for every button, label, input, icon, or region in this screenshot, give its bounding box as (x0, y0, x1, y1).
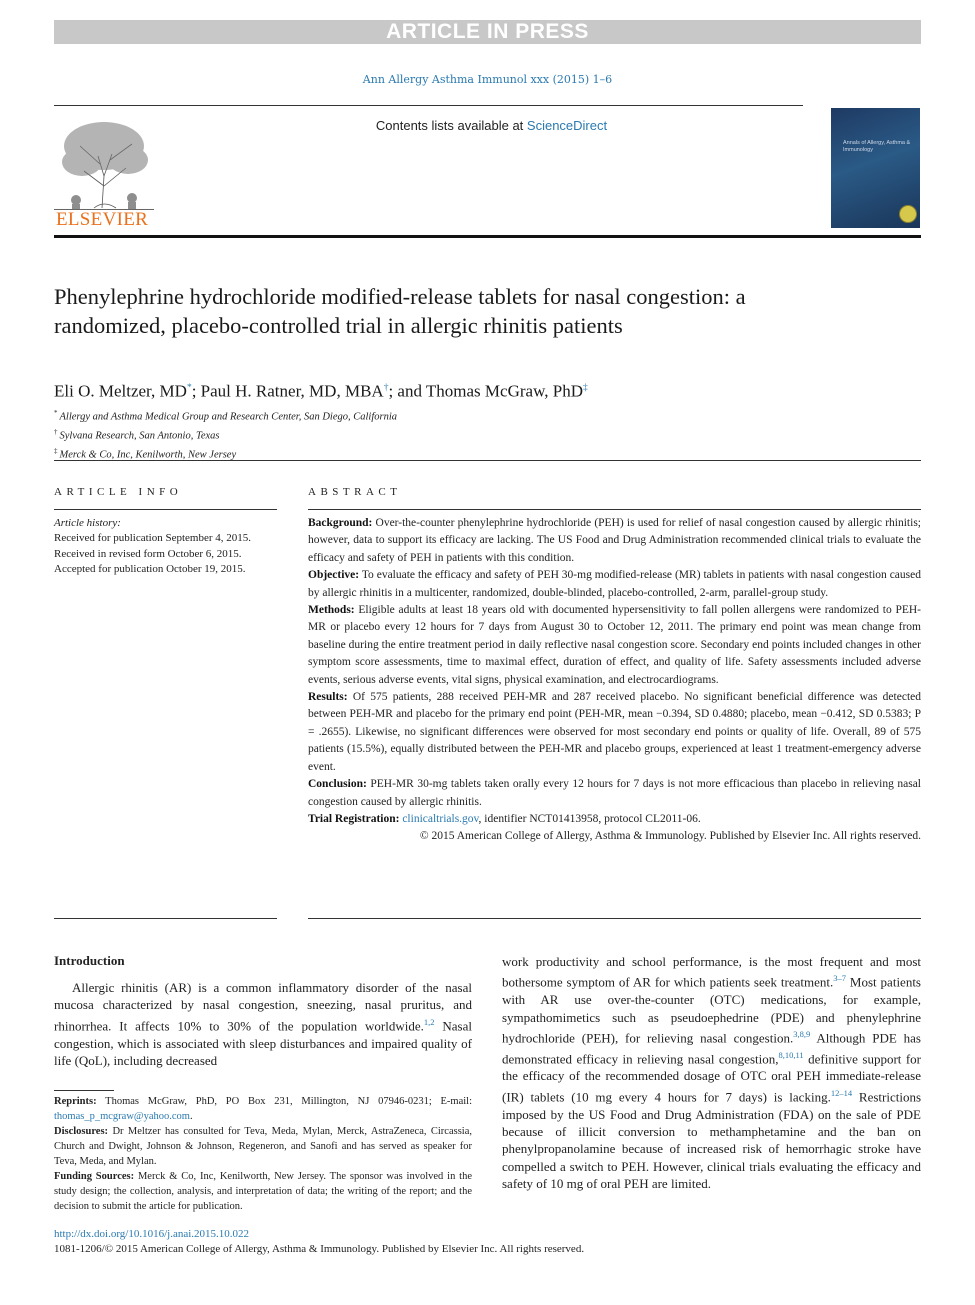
intro-text: definitive support for the efficacy of the recommended dosage of OTC oral PEH immediate-release (IR) tablets (10 mg every 4 hours for 7 days) is lacking. (502, 1051, 922, 1105)
abstract-text: Of 575 patients, 288 received PEH-MR and 287 received placebo. No significant beneficial difference was detected between PEH-MR and placebo for the primary end point (PEH-MR, mean −0.394, SD 0.4880; placebo, mean −0.412, SD 0.5383; P = .2655). Likewise, no significant differences were observed for most secondary end points or quality of life. Overall, 89 of 575 patients (15.5%), equally distributed between the PEH-MR and placebo groups, experienced at least 1 treatment-emergency adverse event. (308, 691, 921, 773)
affiliation-mark: ‡ (54, 447, 58, 455)
elsevier-logo (54, 116, 154, 230)
author-name: Paul H. Ratner, MD, MBA (200, 381, 384, 401)
abstract-bottom-rule (308, 918, 921, 919)
abstract-label: Conclusion: (308, 778, 367, 791)
abstract-background (308, 515, 921, 567)
intro-text: work productivity and school performance, is the most frequent and most bothersome symptom of AR for which patients seek treatment. (502, 954, 921, 990)
abstract-label: Results: (308, 691, 348, 704)
author-list (54, 376, 854, 404)
author-affiliation-mark[interactable]: † (383, 383, 389, 393)
introduction-right-column (502, 953, 921, 1193)
article-info-heading: ARTICLE INFO (54, 486, 183, 498)
footnote-funding (54, 1169, 472, 1214)
affiliation-text: Allergy and Asthma Medical Group and Research Center, San Diego, California (59, 411, 398, 423)
info-bottom-rule (54, 918, 277, 919)
abstract-results (308, 689, 921, 776)
affiliations (54, 406, 654, 463)
abstract-text: To evaluate the efficacy and safety of PEH 30-mg modified-release (MR) tablets in patients with nasal congestion caused by allergic rhinitis in a multicenter, randomized, double-blinded, placebo-controlled, 2-arm, parallel-group study. (308, 569, 921, 599)
affiliation-item (54, 425, 654, 444)
footnote-label: Funding Sources: (54, 1171, 135, 1182)
author-name: Eli O. Meltzer, MD (54, 381, 187, 401)
sciencedirect-link[interactable]: ScienceDirect (526, 118, 608, 133)
author-separator: ; and (388, 381, 426, 401)
history-received: Received for publication September 4, 2015. (54, 532, 252, 545)
affiliation-mark: † (54, 428, 58, 436)
footnote-text: Merck & Co, Inc, Kenilworth, New Jersey. The sponsor was involved in the study design; the collection, analysis, and interpretation of data; the writing of the report; and the decision to submit the article for publication. (54, 1171, 473, 1212)
abstract-label: Background: (308, 517, 373, 529)
abstract-text: Eligible adults at least 18 years old with documented hypersensitivity to fall pollen allergens were randomized to PEH-MR or placebo every 12 hours for 7 days from August 30 to October 12, 2011. The primary end point was mean change from baseline during the entire treatment period in daily reflective nasal congestion score. Secondary end points included changes in other symptom score assessments, time to maximal effect, duration of effect, and quality of life. Safety assessments included adverse events, serious adverse events, vital signs, physical examination, and electrocardiograms. (308, 604, 921, 686)
citation-link[interactable]: 8,10,11 (778, 1049, 804, 1060)
cover-seal-icon (899, 205, 917, 223)
abstract-text: Over-the-counter phenylephrine hydrochloride (PEH) is used for relief of nasal congestion caused by allergic rhinitis; however, data to support its efficacy are lacking. The US Food and Drug Administration recommended clinical trials to evaluate the efficacy and safety of PEH in patients with this condition. (308, 517, 921, 564)
elsevier-wordmark: ELSEVIER (56, 209, 149, 230)
footnote-text: . (189, 1111, 193, 1122)
citation-link[interactable]: 3,8,9 (793, 1028, 811, 1039)
introduction-left-column (54, 979, 472, 1069)
introduction-heading: Introduction (54, 953, 125, 968)
affiliation-text: Sylvana Research, San Antonio, Texas (59, 430, 220, 442)
abstract-copyright: © 2015 American College of Allergy, Asthma & Immunology. Published by Elsevier Inc. All rights reserved. (419, 830, 921, 843)
history-accepted: Accepted for publication October 19, 2015. (54, 562, 246, 575)
author-affiliation-mark[interactable]: ‡ (582, 383, 588, 393)
header-heavy-rule (54, 235, 921, 238)
abstract-body (308, 515, 921, 846)
intro-text: Restrictions imposed by the US Food and Drug Administration (FDA) on the sale of PDE because of illicit conversion to methamphetamine and the ban on phenylpropanolamine because of increased risk of hemorrhagic stroke have compelled a switch to PEH. However, clinical trials evaluating the efficacy and safety of 10 mg of oral PEH are limited. (502, 1089, 922, 1192)
author-affiliation-mark[interactable]: * (186, 383, 192, 393)
citation-link[interactable]: 12–14 (830, 1087, 853, 1098)
footnote-disclosures (54, 1124, 472, 1169)
abstract-heading: ABSTRACT (308, 486, 402, 498)
citation-link[interactable]: 1,2 (423, 1016, 435, 1027)
author-separator: ; (191, 381, 201, 401)
affiliation-text: Merck & Co, Inc, Kenilworth, New Jersey (59, 449, 237, 461)
journal-cover-image[interactable] (831, 108, 920, 228)
clinicaltrials-link[interactable]: clinicaltrials.gov (402, 812, 479, 825)
abstract-objective (308, 567, 921, 602)
issn-copyright: 1081-1206/© 2015 American College of Allergy, Asthma & Immunology. Published by Elsevier Inc. All rights reserved. (54, 1243, 585, 1255)
abstract-rule (308, 509, 921, 510)
footnotes (54, 1094, 472, 1214)
footnote-label: Disclosures: (54, 1126, 109, 1137)
contents-prefix: Contents lists available at (375, 118, 527, 133)
article-title: Phenylephrine hydrochloride modified-release tablets for nasal congestion: a randomized, placebo-controlled trial in allergic rhinitis patients (54, 284, 746, 338)
intro-text: Although PDE has demonstrated efficacy in relieving nasal congestion, (502, 1030, 921, 1067)
footnote-text: Dr Meltzer has consulted for Teva, Meda, Mylan, Merck, AstraZeneca, Circassia, Church and Dwight, Johnson & Johnson, Regeneron, and Sanofi and has served as speaker for Teva, Meda, and Mylan. (54, 1126, 472, 1167)
author-name: Thomas McGraw, PhD (425, 381, 583, 401)
footnote-rule (54, 1090, 114, 1091)
cover-title: Annals of Allergy, Asthma & Immunology (843, 140, 911, 153)
email-link[interactable]: thomas_p_mcgraw@yahoo.com (54, 1111, 190, 1122)
abstract-label: Objective: (308, 569, 360, 582)
history-label: Article history: (54, 517, 121, 529)
citation-link[interactable]: 3–7 (833, 973, 847, 984)
info-rule (54, 509, 277, 510)
trial-details: , identifier NCT01413958, protocol CL2011-06. (478, 812, 701, 825)
doi-link[interactable]: http://dx.doi.org/10.1016/j.anai.2015.10.022 (54, 1228, 250, 1240)
abstract-label: Methods: (308, 604, 355, 617)
article-in-press-banner: ARTICLE IN PRESS (54, 20, 921, 44)
footnote-text: Thomas McGraw, PhD, PO Box 231, Millington, NJ 07946-0231; E-mail: (96, 1096, 472, 1107)
abstract-trial-registration (308, 811, 921, 828)
intro-text: Nasal congestion, which is associated with sleep disturbances and impaired quality of life (QoL), including decreased (54, 1018, 472, 1068)
journal-reference-link[interactable]: Ann Allergy Asthma Immunol xxx (2015) 1–6 (362, 73, 613, 86)
abstract-conclusion (308, 776, 921, 811)
footnote-reprints (54, 1094, 472, 1124)
abstract-methods (308, 602, 921, 689)
header-divider (54, 105, 803, 106)
affiliation-item (54, 406, 654, 425)
affiliation-mark: * (54, 409, 58, 417)
intro-text: Allergic rhinitis (AR) is a common inflammatory disorder of the nasal mucosa characterized by nasal congestion, sneezing, nasal pruritus, and rhinorrhea. It affects 10% to 30% of the population worldwide. (54, 980, 472, 1034)
contents-availability (158, 118, 825, 133)
article-history (54, 516, 284, 577)
history-revised: Received in revised form October 6, 2015. (54, 547, 242, 560)
section-divider (54, 460, 921, 461)
footnote-label: Reprints: (54, 1096, 97, 1107)
abstract-label: Trial Registration: (308, 812, 400, 825)
abstract-text: PEH-MR 30-mg tablets taken orally every 12 hours for 7 days is not more efficacious than placebo in relieving nasal congestion caused by allergic rhinitis. (308, 778, 921, 808)
intro-text: Most patients with AR use over-the-counter (OTC) medications, for example, sympathomimetics such as pseudoephedrine (PDE) and phenylephrine hydrochloride (PEH), for relieving nasal congestion. (502, 974, 921, 1046)
